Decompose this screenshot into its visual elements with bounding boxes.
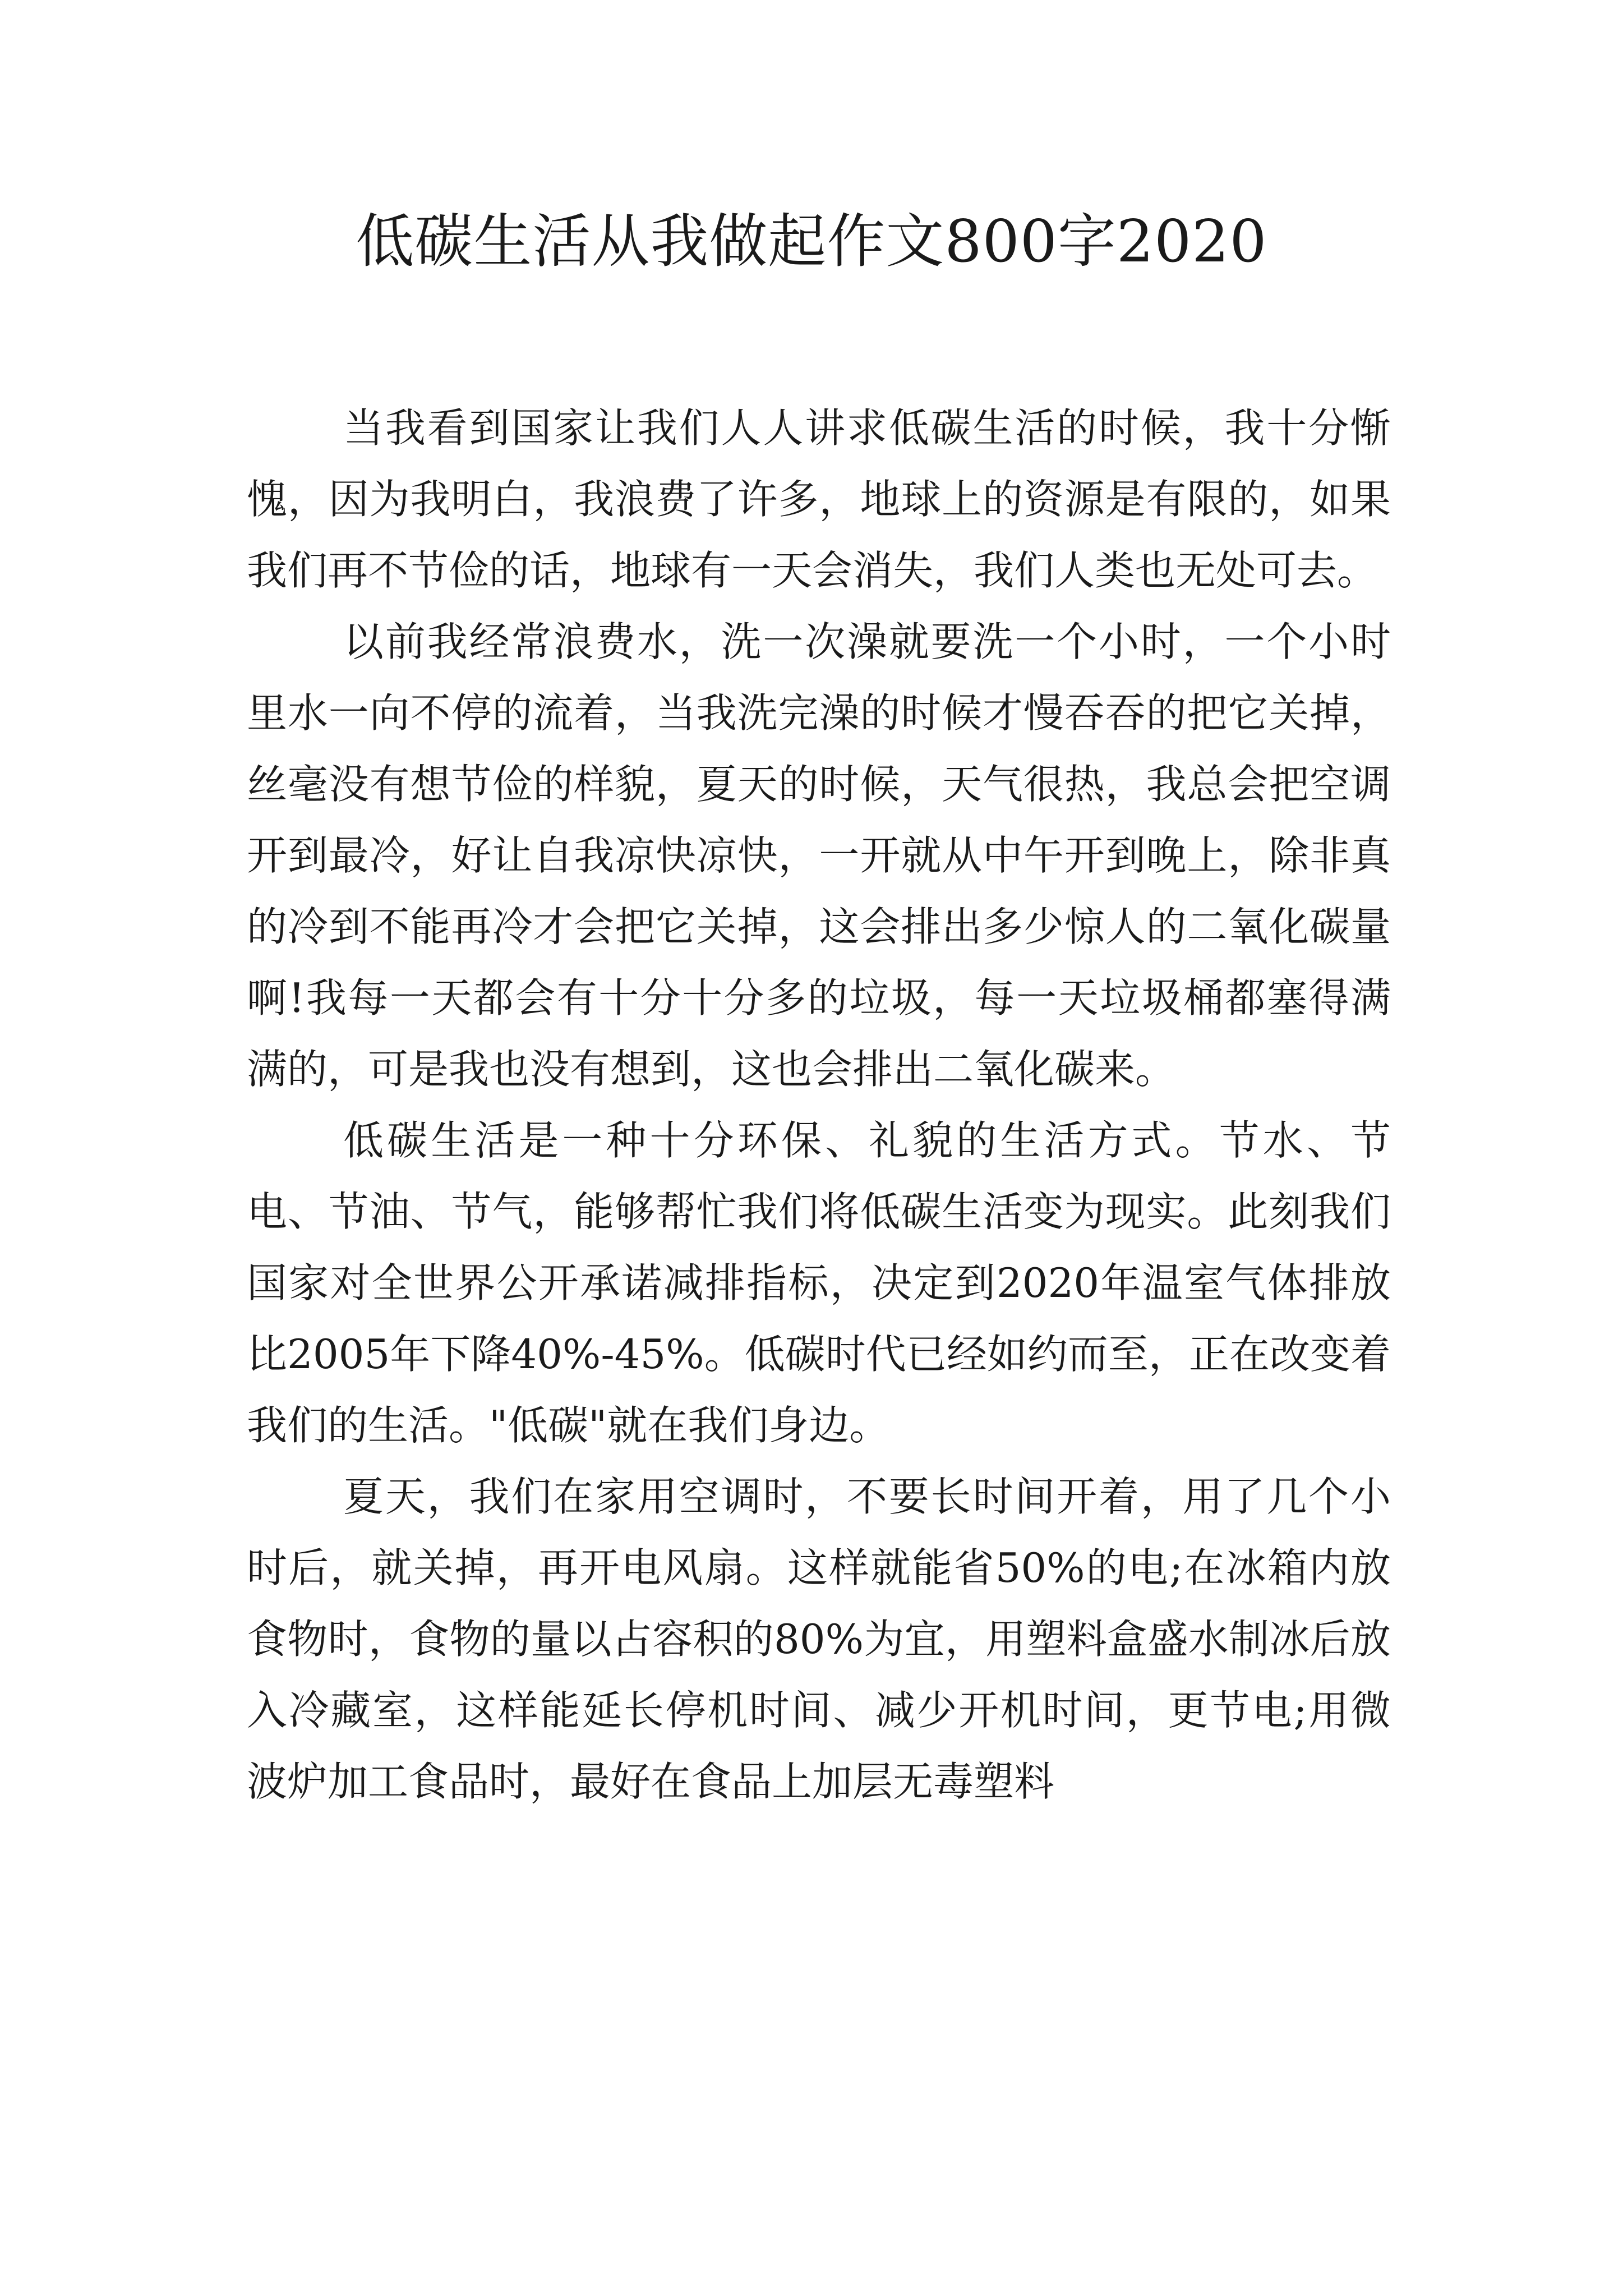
- paragraph-4: 夏天，我们在家用空调时，不要长时间开着，用了几个小时后，就关掉，再开电风扇。这样就能省50%的电;在冰箱内放食物时，食物的量以占容积的80%为宜，用塑料盒盛水制冰后放入冷藏室，这样能延长停机时间、减少开机时间，更节电;用微波炉加工食品时，最好在食品上加层无毒塑料: [247, 1473, 1391, 1805]
- paragraph-3: 低碳生活是一种十分环保、礼貌的生活方式。节水、节电、节油、节气，能够帮忙我们将低碳生活变为现实。此刻我们国家对全世界公开承诺减排指标，决定到2020年温室气体排放比2005年下降40%-45%。低碳时代已经如约而至，正在改变着我们的生活。"低碳"就在我们身边。: [247, 1117, 1391, 1449]
- paragraph-2: 以前我经常浪费水，洗一次澡就要洗一个小时，一个小时里水一向不停的流着，当我洗完澡的时候才慢吞吞的把它关掉，丝毫没有想节俭的样貌，夏天的时候，天气很热，我总会把空调开到最冷，好让自我凉快凉快，一开就从中午开到晚上，除非真的冷到不能再冷才会把它关掉，这会排出多少惊人的二氧化碳量啊!我每一天都会有十分十分多的垃圾，每一天垃圾桶都塞得满满的，可是我也没有想到，这也会排出二氧化碳来。: [247, 618, 1391, 1093]
- paragraph-1: 当我看到国家让我们人人讲求低碳生活的时候，我十分惭愧，因为我明白，我浪费了许多，地球上的资源是有限的，如果我们再不节俭的话，地球有一天会消失，我们人类也无处可去。: [247, 404, 1391, 594]
- document-body: [247, 393, 1391, 1818]
- document-title: 低碳生活从我做起作文800字2020: [356, 207, 1267, 275]
